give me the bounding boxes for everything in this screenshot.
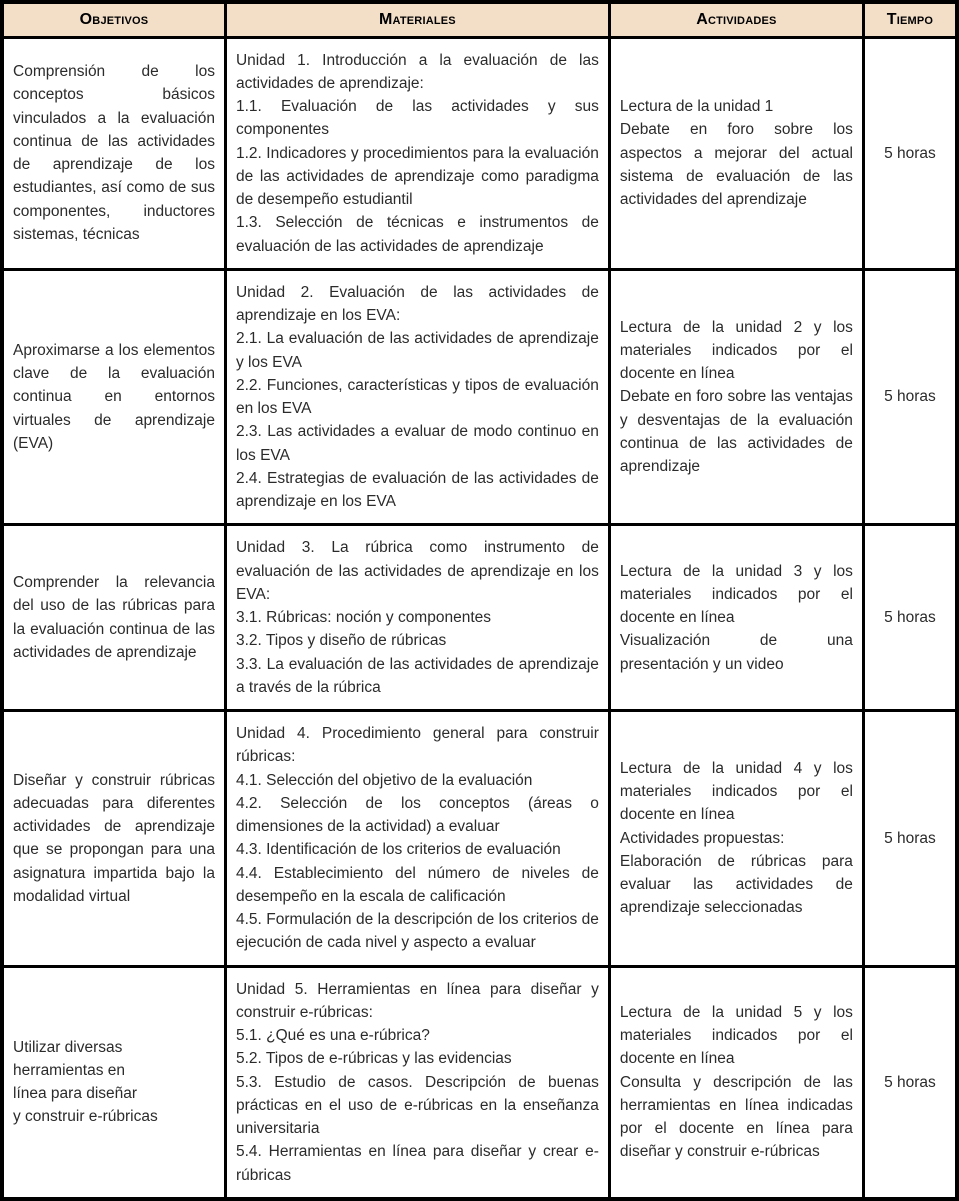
cell-paragraph: 4.1. Selección del objetivo de la evaluación xyxy=(235,771,533,789)
cell-paragraph: y construir e-rúbricas xyxy=(13,1108,158,1126)
actividades-cell xyxy=(609,37,863,269)
table-row xyxy=(2,269,957,525)
header-row xyxy=(2,2,957,37)
cell-paragraph: Elaboración de rúbricas para evaluar las actividades de aprendizaje seleccionadas xyxy=(619,852,853,917)
materiales-cell xyxy=(225,525,609,711)
header-actividades: Actividades xyxy=(609,2,863,37)
cell-paragraph: 2.4. Estrategias de evaluación de las actividades de aprendizaje en los EVA xyxy=(235,469,599,510)
tiempo-cell: 5 horas xyxy=(863,966,957,1199)
materiales-cell xyxy=(225,711,609,967)
cell-paragraph: 3.3. La evaluación de las actividades de aprendizaje a través de la rúbrica xyxy=(235,655,599,696)
cell-paragraph: Unidad 2. Evaluación de las actividades de aprendizaje en los EVA: xyxy=(235,283,599,324)
cell-paragraph: 5.4. Herramientas en línea para diseñar y crear e-rúbricas xyxy=(235,1143,599,1184)
cell-paragraph: Aproximarse a los elementos clave de la evaluación continua en entornos virtuales de aprendizaje (EVA) xyxy=(13,341,215,452)
cell-paragraph: 5.3. Estudio de casos. Descripción de buenas prácticas en el uso de e-rúbricas en la enseñanza universitaria xyxy=(235,1073,599,1137)
cell-paragraph: Unidad 1. Introducción a la evaluación de las actividades de aprendizaje: xyxy=(235,51,599,92)
actividades-cell xyxy=(609,269,863,525)
actividades-cell xyxy=(609,711,863,967)
cell-paragraph: Unidad 3. La rúbrica como instrumento de evaluación de las actividades de aprendizaje en los EVA: xyxy=(235,539,599,603)
header-tiempo: Tiempo xyxy=(863,2,957,37)
table-row xyxy=(2,37,957,269)
objetivos-cell xyxy=(2,269,225,525)
cell-paragraph: herramientas en xyxy=(13,1061,126,1079)
cell-paragraph: 4.5. Formulación de la descripción de los criterios de ejecución de cada nivel y aspecto a evaluar xyxy=(235,911,599,952)
table-row xyxy=(2,525,957,711)
cell-paragraph: Lectura de la unidad 3 y los materiales indicados por el docente en línea xyxy=(619,562,853,626)
cell-paragraph: Consulta y descripción de las herramientas en línea indicadas por el docente en línea para diseñar y construir e-rúbricas xyxy=(619,1073,853,1161)
cell-paragraph: Lectura de la unidad 2 y los materiales indicados por el docente en línea xyxy=(619,318,853,383)
cell-paragraph: Debate en foro sobre los aspectos a mejorar del actual sistema de evaluación de las actividades del aprendizaje xyxy=(619,121,853,208)
tiempo-cell: 5 horas xyxy=(863,269,957,525)
cell-paragraph: Comprender la relevancia del uso de las rúbricas para la evaluación continua de las actividades de aprendizaje xyxy=(13,574,215,661)
cell-paragraph: línea para diseñar xyxy=(13,1085,138,1103)
actividades-cell xyxy=(609,525,863,711)
cell-paragraph: Actividades propuestas: xyxy=(619,829,785,847)
header-objetivos: Objetivos xyxy=(2,2,225,37)
cell-paragraph: Visualización de una presentación y un video xyxy=(619,632,853,673)
cell-paragraph: Unidad 4. Procedimiento general para construir rúbricas: xyxy=(235,725,599,766)
cell-paragraph: Lectura de la unidad 4 y los materiales indicados por el docente en línea xyxy=(619,759,853,824)
tiempo-cell: 5 horas xyxy=(863,711,957,967)
tiempo-cell: 5 horas xyxy=(863,37,957,269)
objetivos-cell xyxy=(2,37,225,269)
actividades-cell xyxy=(609,966,863,1199)
cell-paragraph: 4.4. Establecimiento del número de niveles de desempeño en la escala de calificación xyxy=(235,864,599,905)
cell-paragraph: 1.1. Evaluación de las actividades y sus componentes xyxy=(235,98,599,139)
table-header xyxy=(2,2,957,37)
cell-paragraph: 2.2. Funciones, características y tipos de evaluación en los EVA xyxy=(235,376,599,417)
cell-paragraph: 3.1. Rúbricas: noción y componentes xyxy=(235,609,491,626)
cell-paragraph: 4.2. Selección de los conceptos (áreas o dimensiones de la actividad) a evaluar xyxy=(235,794,599,835)
cell-paragraph: 5.2. Tipos de e-rúbricas y las evidencias xyxy=(235,1050,512,1068)
cell-paragraph: 1.2. Indicadores y procedimientos para la evaluación de las actividades de aprendizaje como paradigma de desempeño estudiantil xyxy=(235,144,599,208)
table-row xyxy=(2,711,957,967)
header-materiales: Materiales xyxy=(225,2,609,37)
cell-paragraph: Lectura de la unidad 5 y los materiales indicados por el docente en línea xyxy=(619,1003,853,1068)
cell-paragraph: 3.2. Tipos y diseño de rúbricas xyxy=(235,632,447,650)
materiales-cell xyxy=(225,966,609,1199)
objetivos-cell xyxy=(2,525,225,711)
materiales-cell xyxy=(225,37,609,269)
cell-paragraph: Debate en foro sobre las ventajas y desventajas de la evaluación continua de las actividades de aprendizaje xyxy=(619,388,853,476)
cell-paragraph: 2.3. Las actividades a evaluar de modo continuo en los EVA xyxy=(235,423,599,464)
cell-paragraph: Unidad 5. Herramientas en línea para diseñar y construir e-rúbricas: xyxy=(235,980,599,1021)
objetivos-cell xyxy=(2,966,225,1199)
tiempo-cell: 5 horas xyxy=(863,525,957,711)
cell-paragraph: 4.3. Identificación de los criterios de evaluación xyxy=(235,841,561,859)
materiales-cell xyxy=(225,269,609,525)
cell-paragraph: 2.1. La evaluación de las actividades de aprendizaje y los EVA xyxy=(235,330,599,371)
cell-paragraph: Lectura de la unidad 1 xyxy=(619,98,774,115)
cell-paragraph: Utilizar diversas xyxy=(13,1038,123,1056)
objetivos-cell xyxy=(2,711,225,967)
cell-paragraph: Diseñar y construir rúbricas adecuadas para diferentes actividades de aprendizaje que se propongan para una asignatura impartida bajo la modalidad virtual xyxy=(13,771,215,905)
cell-paragraph: 1.3. Selección de técnicas e instrumentos de evaluación de las actividades de aprendizaje xyxy=(235,214,599,255)
cell-paragraph: Comprensión de los conceptos básicos vinculados a la evaluación continua de las actividades de aprendizaje de los estudiantes, así como de sus componentes, inductores sistemas, técnicas xyxy=(13,63,215,243)
table-body xyxy=(2,37,957,1199)
cell-paragraph: 5.1. ¿Qué es una e-rúbrica? xyxy=(235,1027,430,1044)
table-row xyxy=(2,966,957,1199)
